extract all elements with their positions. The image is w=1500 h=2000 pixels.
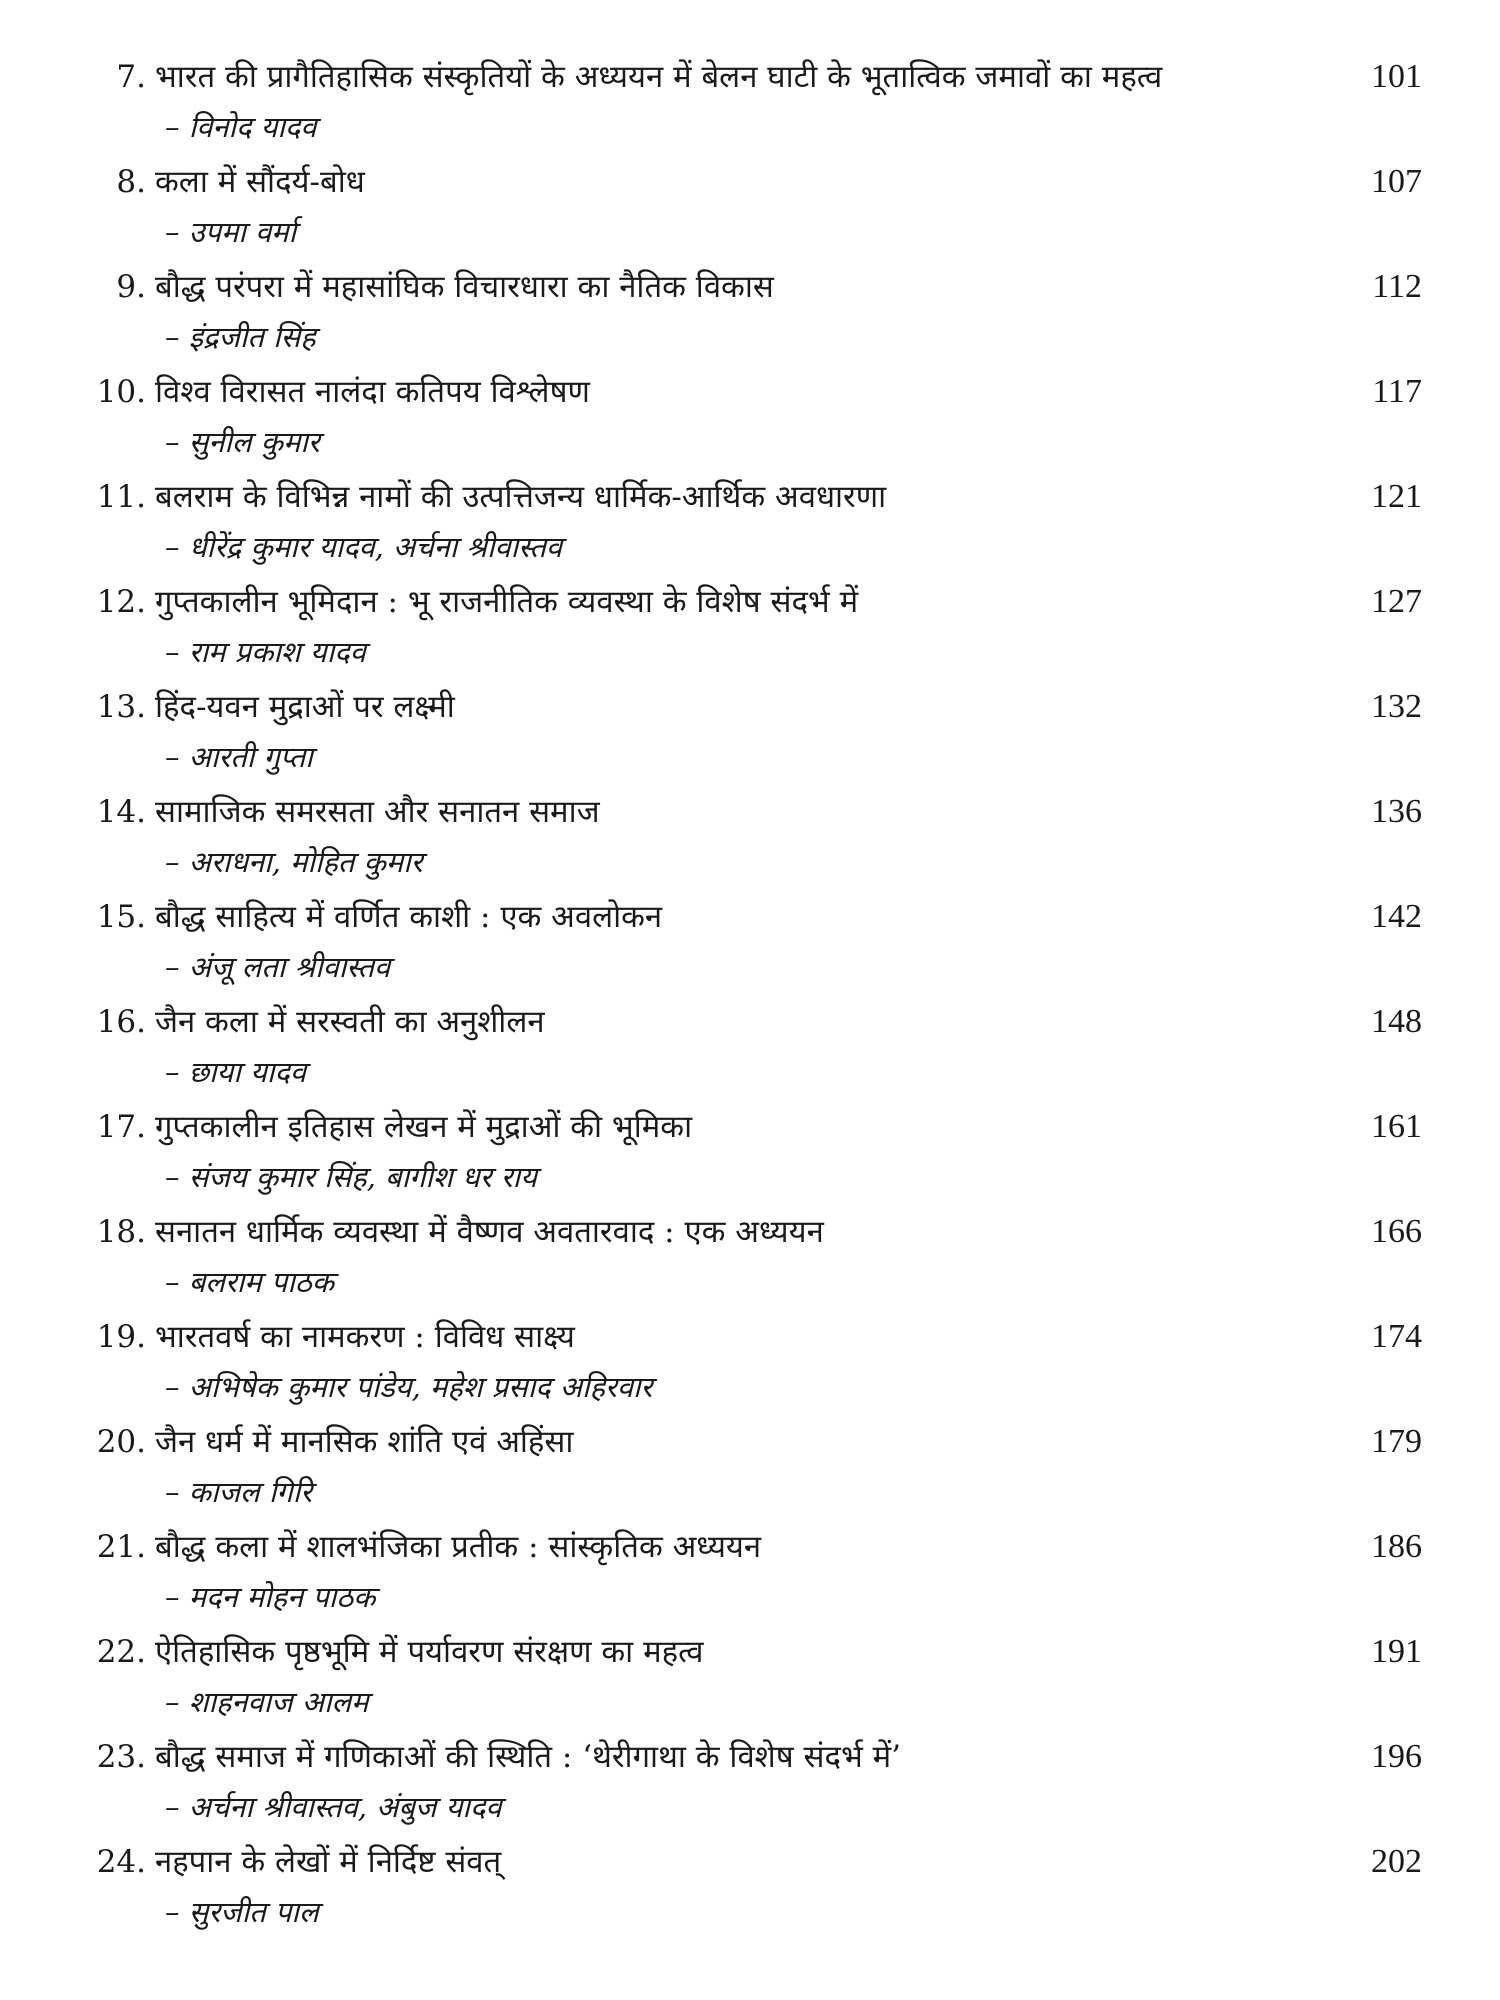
entry-page-number: 101 [1371,58,1422,95]
entry-title: हिंद-यवन मुद्राओं पर लक्ष्मी [155,689,455,725]
entry-number: 21. [96,1529,146,1565]
toc-entry-line [0,892,1500,942]
toc-entry-line [0,367,1500,417]
toc-entry-line [0,52,1500,102]
toc-entry [0,1732,1500,1837]
entry-number: 13. [96,689,146,725]
toc-entry-line [0,1627,1500,1677]
entry-page-number: 186 [1371,1528,1422,1565]
entry-page-number: 136 [1371,793,1422,830]
entry-number: 17. [96,1109,146,1145]
toc-entry-line [0,472,1500,522]
entry-title: कला में सौंदर्य-बोध [155,164,365,200]
toc-entry [0,997,1500,1102]
entry-author: – शाहनवाज आलम [165,1685,369,1719]
toc-entry [0,472,1500,577]
toc-entry [0,1627,1500,1732]
entry-author: – अर्चना श्रीवास्तव, अंबुज यादव [165,1790,502,1824]
toc-entry [0,1102,1500,1207]
entry-title: ऐतिहासिक पृष्ठभूमि में पर्यावरण संरक्षण का महत्व [155,1634,704,1670]
entry-page-number: 196 [1371,1738,1422,1775]
entry-number: 8. [116,164,146,200]
toc-entry-line [0,1102,1500,1152]
toc-entry-line [0,682,1500,732]
toc-entry-line [0,1522,1500,1572]
entry-page-number: 117 [1372,373,1422,410]
entry-title: नहपान के लेखों में निर्दिष्ट संवत् [155,1844,502,1880]
toc-entry [0,157,1500,262]
entry-number: 9. [116,269,146,305]
toc-entry [0,892,1500,997]
entry-author: – संजय कुमार सिंह, बागीश धर राय [165,1160,537,1194]
entry-page-number: 148 [1371,1003,1422,1040]
toc-entry [0,1522,1500,1627]
entry-number: 10. [96,374,146,410]
entry-page-number: 112 [1372,268,1422,305]
toc-entry-line [0,787,1500,837]
entry-page-number: 127 [1371,583,1422,620]
entry-number: 20. [96,1424,146,1460]
toc-entry [0,787,1500,892]
entry-author: – सुरजीत पाल [165,1895,319,1929]
entry-author: – छाया यादव [165,1055,306,1089]
toc-entry [0,577,1500,682]
entry-number: 7. [116,59,146,95]
entry-title: बौद्ध परंपरा में महासांघिक विचारधारा का नैतिक विकास [155,269,774,305]
entry-title: बौद्ध समाज में गणिकाओं की स्थिति : ‘थेरीगाथा के विशेष संदर्भ में’ [155,1739,901,1775]
entry-page-number: 179 [1371,1423,1422,1460]
entry-title: जैन धर्म में मानसिक शांति एवं अहिंसा [155,1424,574,1460]
toc-entry [0,682,1500,787]
entry-title: भारतवर्ष का नामकरण : विविध साक्ष्य [155,1319,575,1355]
table-of-contents [0,52,1500,1942]
toc-entry-line [0,262,1500,312]
toc-entry-line [0,157,1500,207]
entry-title: सनातन धार्मिक व्यवस्था में वैष्णव अवतारवाद : एक अध्ययन [155,1214,824,1250]
entry-title: बलराम के विभिन्न नामों की उत्पत्तिजन्य धार्मिक-आर्थिक अवधारणा [155,479,887,515]
entry-page-number: 161 [1371,1108,1422,1145]
toc-entry-line [0,1207,1500,1257]
toc-entry-line [0,1837,1500,1887]
toc-entry [0,52,1500,157]
entry-author: – इंद्रजीत सिंह [165,320,316,354]
entry-title: गुप्तकालीन इतिहास लेखन में मुद्राओं की भूमिका [155,1109,693,1145]
entry-author: – राम प्रकाश यादव [165,635,366,669]
entry-number: 23. [96,1739,146,1775]
entry-number: 19. [96,1319,146,1355]
entry-author: – बलराम पाठक [165,1265,334,1299]
entry-author: – मदन मोहन पाठक [165,1580,376,1614]
toc-entry-line [0,1732,1500,1782]
toc-entry-line [0,1312,1500,1362]
entry-title: भारत की प्रागैतिहासिक संस्कृतियों के अध्ययन में बेलन घाटी के भूतात्विक जमावों का महत्व [155,59,1163,95]
entry-author: – अराधना, मोहित कुमार [165,845,423,879]
toc-entry [0,367,1500,472]
entry-author: – सुनील कुमार [165,425,320,459]
entry-number: 11. [96,479,146,515]
entry-number: 15. [96,899,146,935]
entry-page-number: 166 [1371,1213,1422,1250]
entry-title: बौद्ध कला में शालभंजिका प्रतीक : सांस्कृतिक अध्ययन [155,1529,762,1565]
toc-entry [0,1207,1500,1312]
toc-entry-line [0,577,1500,627]
entry-number: 18. [96,1214,146,1250]
toc-entry [0,262,1500,367]
entry-page-number: 174 [1371,1318,1422,1355]
entry-number: 12. [96,584,146,620]
entry-author: – काजल गिरि [165,1475,313,1509]
toc-entry [0,1837,1500,1942]
entry-author: – अभिषेक कुमार पांडेय, महेश प्रसाद अहिरवार [165,1370,653,1404]
entry-title: जैन कला में सरस्वती का अनुशीलन [155,1004,545,1040]
toc-entry [0,1312,1500,1417]
entry-title: विश्व विरासत नालंदा कतिपय विश्लेषण [155,374,590,410]
entry-title: गुप्तकालीन भूमिदान : भू राजनीतिक व्यवस्था के विशेष संदर्भ में [155,584,859,620]
entry-author: – अंजू लता श्रीवास्तव [165,950,391,984]
entry-author: – उपमा वर्मा [165,215,297,249]
entry-title: बौद्ध साहित्य में वर्णित काशी : एक अवलोकन [155,899,663,935]
entry-number: 24. [96,1844,146,1880]
entry-title: सामाजिक समरसता और सनातन समाज [155,794,600,830]
entry-number: 14. [96,794,146,830]
entry-page-number: 132 [1371,688,1422,725]
entry-author: – धीरेंद्र कुमार यादव, अर्चना श्रीवास्तव [165,530,563,564]
toc-entry-line [0,1417,1500,1467]
entry-page-number: 202 [1371,1843,1422,1880]
entry-page-number: 121 [1371,478,1422,515]
entry-page-number: 191 [1371,1633,1422,1670]
toc-entry [0,1417,1500,1522]
entry-author: – आरती गुप्ता [165,740,313,774]
toc-entry-line [0,997,1500,1047]
entry-page-number: 142 [1371,898,1422,935]
entry-page-number: 107 [1371,163,1422,200]
entry-author: – विनोद यादव [165,110,317,144]
entry-number: 22. [96,1634,146,1670]
entry-number: 16. [96,1004,146,1040]
